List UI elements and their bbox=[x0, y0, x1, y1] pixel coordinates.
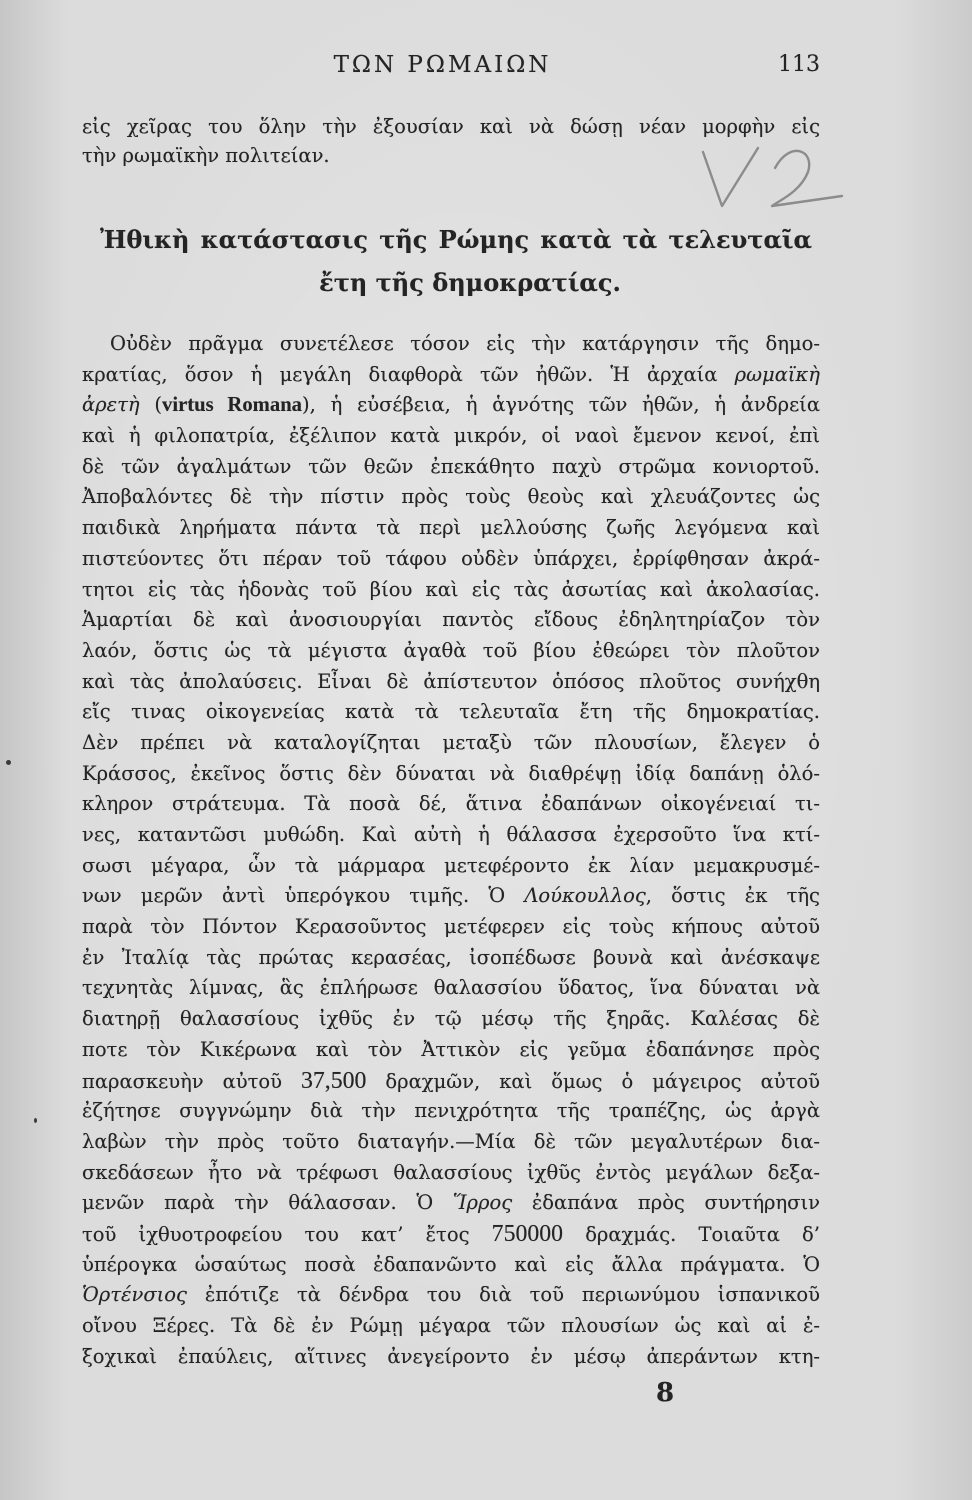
body-line bbox=[82, 881, 820, 912]
body-line bbox=[82, 728, 820, 759]
text-run: διατηρῇ θαλασσίους ἰχθῦς ἐν τῷ μέσῳ τῆς ξηρᾶς. Καλέσας δὲ bbox=[82, 1007, 820, 1031]
body-line bbox=[82, 329, 820, 360]
body-line-text bbox=[82, 605, 820, 636]
text-run: καὶ ἡ φιλοπατρία, ἐξέλιπον κατὰ μικρόν, οἱ ναοὶ ἔμενον κενοί, ἐπὶ bbox=[82, 424, 820, 448]
body-line bbox=[82, 789, 820, 820]
ink-speck bbox=[34, 1118, 37, 1123]
body-line-text bbox=[82, 1311, 820, 1342]
body-line bbox=[82, 1219, 820, 1250]
body-line bbox=[82, 851, 820, 882]
text-run: τεχνητὰς λίμνας, ἃς ἐπλήρωσε θαλασσίου ὕδατος, ἵνα δύναται νὰ bbox=[82, 976, 820, 1000]
text-run: καὶ τὰς ἀπολαύσεις. Εἶναι δὲ ἀπίστευτον ὁπόσος πλοῦτος συνήχθη bbox=[82, 669, 820, 693]
text-run: τοῦ ἰχθυοτροφείου του κατ’ ἔτος bbox=[82, 1222, 492, 1246]
body-line bbox=[82, 390, 820, 421]
italic-term: ἀρετὴ bbox=[82, 393, 140, 417]
body-line bbox=[82, 1096, 820, 1127]
body-line bbox=[82, 1066, 820, 1097]
text-run: κρατίας, ὅσον ἡ μεγάλη διαφθορὰ τῶν ἠθῶν. Ἡ ἀρχαία bbox=[82, 362, 735, 386]
body-line bbox=[82, 1280, 820, 1311]
text-run: ἐζήτησε συγγνώμην διὰ τὴν πενιχρότητα τῆς τραπέζης, ὡς ἀργὰ bbox=[82, 1099, 820, 1123]
body-line-text bbox=[82, 759, 820, 790]
body-line-text bbox=[82, 1066, 820, 1098]
text-run: παιδικὰ ληρήματα πάντα τὰ περὶ μελλούσης ζωῆς λεγόμενα καὶ bbox=[82, 516, 820, 540]
body-line-text bbox=[82, 973, 820, 1004]
body-line bbox=[82, 1158, 820, 1189]
body-line bbox=[82, 1311, 820, 1342]
text-run: δὲ τῶν ἀγαλμάτων τῶν θεῶν ἐπεκάθητο παχὺ στρῶμα κονιορτοῦ. bbox=[82, 454, 820, 478]
body-line bbox=[82, 452, 820, 483]
body-paragraph bbox=[82, 329, 820, 1372]
body-line bbox=[82, 605, 820, 636]
latin-term: virtus Romana bbox=[162, 394, 303, 417]
body-line-text bbox=[82, 421, 820, 452]
body-line-text bbox=[82, 728, 820, 759]
text-run: σκεδάσεων ἦτο νὰ τρέφωσι θαλασσίους ἰχθῦς ἐντὸς μεγάλων δεξα- bbox=[82, 1160, 820, 1184]
italic-term: Ἵρρος bbox=[452, 1191, 513, 1215]
body-line bbox=[82, 513, 820, 544]
intro-line bbox=[82, 141, 820, 170]
body-line bbox=[82, 912, 820, 943]
figure-number: 37,500 bbox=[301, 1067, 367, 1094]
body-line-text bbox=[82, 820, 820, 851]
body-line bbox=[82, 1250, 820, 1281]
text-run: παρὰ τὸν Πόντον Κερασοῦντος μετέφερεν εἰς τοὺς κήπους αὐτοῦ bbox=[82, 915, 820, 939]
body-line-text bbox=[82, 1342, 820, 1373]
heading-text: ἔτη τῆς δημοκρατίας. bbox=[319, 268, 621, 297]
body-line bbox=[82, 636, 820, 667]
body-line-text bbox=[82, 1158, 820, 1189]
text-run: δραχμῶν, καὶ ὅμως ὁ μάγειρος αὐτοῦ bbox=[366, 1069, 820, 1093]
body-line-text bbox=[82, 881, 820, 912]
text-run: λαβὼν τὴν πρὸς τοῦτο διαταγήν.—Μία δὲ τῶν μεγαλυτέρων δια- bbox=[82, 1129, 820, 1153]
body-line bbox=[82, 943, 820, 974]
text-run: ( bbox=[139, 393, 162, 417]
body-line bbox=[82, 544, 820, 575]
heading-line bbox=[82, 218, 820, 261]
intro-text: τὴν ρωμαϊκὴν πολιτείαν. bbox=[82, 144, 330, 167]
body-line bbox=[82, 973, 820, 1004]
text-run: τητοι εἰς τὰς ἡδονὰς τοῦ βίου καὶ εἰς τὰς ἀσωτίας καὶ ἀκολασίας. bbox=[82, 577, 820, 601]
body-line bbox=[82, 482, 820, 513]
text-run: ὑπέρογκα ὡσαύτως ποσὰ ἐδαπανῶντο καὶ εἰς ἄλλα πράγματα. Ὁ bbox=[82, 1252, 820, 1276]
body-line-text bbox=[110, 329, 820, 360]
body-line-text bbox=[82, 851, 820, 882]
body-line bbox=[82, 667, 820, 698]
body-line bbox=[82, 1035, 820, 1066]
text-run: Οὐδὲν πρᾶγμα συνετέλεσε τόσον εἰς τὴν κατάργησιν τῆς δημο- bbox=[110, 332, 820, 355]
intro-line bbox=[82, 112, 820, 141]
body-line-text bbox=[82, 1004, 820, 1035]
page-number: 113 bbox=[778, 52, 820, 77]
italic-term: Ὁρτένσιος bbox=[82, 1283, 187, 1307]
body-line bbox=[82, 1342, 820, 1373]
text-run: πιστεύοντες ὅτι πέραν τοῦ τάφου οὐδὲν ὑπάρχει, ἐρρίφθησαν ἀκρά- bbox=[82, 546, 820, 570]
text-run: ἐπότιζε τὰ δένδρα του διὰ τοῦ περιωνύμου ἱσπανικοῦ bbox=[186, 1283, 820, 1307]
body-line bbox=[82, 697, 820, 728]
body-line bbox=[82, 360, 820, 391]
body-line-text bbox=[82, 1280, 820, 1311]
heading-text: Ἠθικὴ κατάστασις τῆς Ρώμης κατὰ τὰ τελευταῖα bbox=[100, 225, 812, 254]
text-run: κληρον στράτευμα. Τὰ ποσὰ δέ, ἅτινα ἐδαπάνων οἰκογένειαί τι- bbox=[82, 792, 820, 816]
text-run: παρασκευὴν αὐτοῦ bbox=[82, 1069, 302, 1093]
text-run: Ἀποβαλόντες δὲ τὴν πίστιν πρὸς τοὺς θεοὺς καὶ χλευάζοντες ὡς bbox=[82, 485, 820, 509]
body-line-text bbox=[82, 544, 820, 575]
text-run: ἐν Ἰταλίᾳ τὰς πρώτας κερασέας, ἰσοπέδωσε βουνὰ καὶ ἀνέσκαψε bbox=[82, 945, 820, 969]
figure-number: 750000 bbox=[491, 1220, 564, 1247]
body-line-text bbox=[82, 1127, 820, 1158]
body-line-text bbox=[82, 513, 820, 544]
body-line bbox=[82, 575, 820, 606]
italic-term: Λούκουλλος bbox=[524, 884, 646, 908]
body-line-text bbox=[82, 1219, 820, 1251]
text-run: ποτε τὸν Κικέρωνα καὶ τὸν Ἀττικὸν εἰς γεῦμα ἐδαπάνησε πρὸς bbox=[82, 1037, 820, 1061]
section-heading bbox=[82, 218, 820, 304]
ink-speck bbox=[6, 760, 11, 765]
signature-mark: 8 bbox=[655, 1378, 675, 1408]
running-title: ΤΩΝ ΡΩΜΑΙΩΝ bbox=[333, 52, 552, 78]
body-line-text bbox=[82, 482, 820, 513]
body-line bbox=[82, 759, 820, 790]
text-run: ἐδαπάνα πρὸς συντήρησιν bbox=[512, 1191, 820, 1215]
italic-term: ρωμαϊκὴ bbox=[734, 362, 820, 386]
text-run: εἴς τινας οἰκογενείας κατὰ τὰ τελευταῖα ἔτη τῆς δημοκρατίας. bbox=[82, 700, 820, 724]
body-line-text bbox=[82, 789, 820, 820]
text-run: μενῶν παρὰ τὴν θάλασσαν. Ὁ bbox=[82, 1191, 453, 1215]
text-run: Κράσσος, ἐκεῖνος ὅστις δὲν δύναται νὰ διαθρέψῃ ἰδίᾳ δαπάνῃ ὁλό- bbox=[82, 761, 820, 785]
body-line-text bbox=[82, 1096, 820, 1127]
body-line-text bbox=[82, 697, 820, 728]
body-line-text bbox=[82, 1035, 820, 1066]
heading-line bbox=[82, 261, 820, 304]
text-run: ), ἡ εὐσέβεια, ἡ ἁγνότης τῶν ἠθῶν, ἡ ἀνδρεία bbox=[302, 393, 820, 417]
body-line-text bbox=[82, 636, 820, 667]
body-line bbox=[82, 820, 820, 851]
body-line bbox=[82, 1188, 820, 1219]
text-run: νες, καταντῶσι μυθώδη. Καὶ αὐτὴ ἡ θάλασσα ἐχερσοῦτο ἵνα κτί- bbox=[82, 823, 820, 846]
text-run: Ἁμαρτίαι δὲ καὶ ἀνοσιουργίαι παντὸς εἴδους ἐδηλητηρίαζον τὸν bbox=[82, 608, 820, 632]
text-run: Δὲν πρέπει νὰ καταλογίζηται μεταξὺ τῶν πλουσίων, ἔλεγεν ὁ bbox=[82, 730, 820, 754]
text-run: νων μερῶν ἀντὶ ὑπερόγκου τιμῆς. Ὁ bbox=[82, 884, 525, 908]
body-line-text bbox=[82, 390, 820, 421]
body-line bbox=[82, 1127, 820, 1158]
text-run: λαόν, ὅστις ὡς τὰ μέγιστα ἀγαθὰ τοῦ βίου ἐθεώρει τὸν πλοῦτον bbox=[82, 638, 820, 662]
body-line-text bbox=[82, 943, 820, 974]
body-line-text bbox=[82, 575, 820, 606]
body-line-text bbox=[82, 1250, 820, 1281]
text-run: δραχμάς. Τοιαῦτα δ’ bbox=[563, 1222, 820, 1246]
body-line-text bbox=[82, 452, 820, 483]
text-run: σωσι μέγαρα, ὧν τὰ μάρμαρα μετεφέροντο ἐκ λίαν μεμακρυσμέ- bbox=[82, 853, 820, 877]
body-line-text bbox=[82, 667, 820, 698]
body-line bbox=[82, 421, 820, 452]
body-line bbox=[82, 1004, 820, 1035]
text-run: ξοχικαὶ ἐπαύλεις, αἵτινες ἀνεγείροντο ἐν μέσῳ ἀπεράντων κτη- bbox=[82, 1344, 820, 1368]
intro-text: εἰς χεῖρας του ὅλην τὴν ἐξουσίαν καὶ νὰ δώσῃ νέαν μορφὴν εἰς bbox=[82, 115, 820, 138]
body-line-text bbox=[82, 912, 820, 943]
text-run: , ὅστις ἐκ τῆς bbox=[645, 884, 820, 908]
body-line-text bbox=[82, 1188, 820, 1219]
text-run: οἴνου Ξέρες. Τὰ δὲ ἐν Ρώμῃ μέγαρα τῶν πλουσίων ὡς καὶ αἱ ἐ- bbox=[82, 1314, 820, 1337]
body-line-text bbox=[82, 360, 820, 391]
intro-paragraph bbox=[82, 112, 820, 170]
